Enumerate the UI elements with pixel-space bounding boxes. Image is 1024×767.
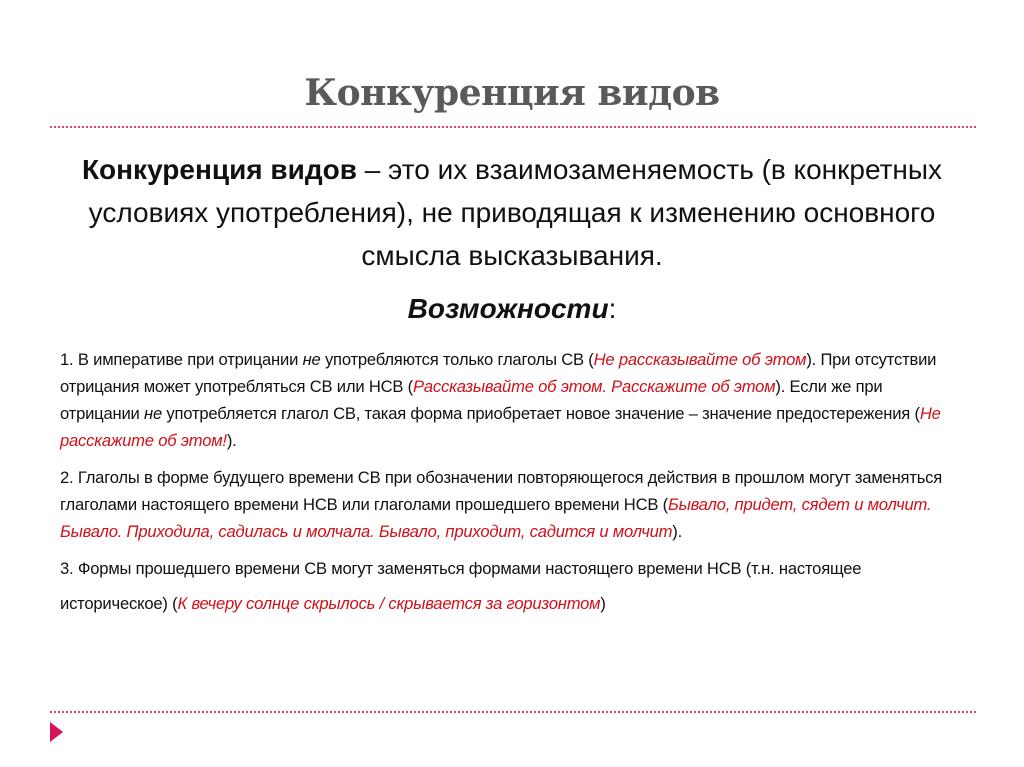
text: ). (226, 431, 237, 450)
list-item (60, 346, 965, 454)
text: ). (672, 522, 683, 541)
example: К вечеру солнце скрылось / скрывается за горизонтом (177, 594, 601, 613)
text: употребляется глагол СВ, такая форма приобретает новое значение – значение предостережения ( (161, 404, 920, 423)
text: ). При отсутствии отрицания может употребляться СВ или НСВ ( (60, 350, 937, 396)
emphasis: не (302, 350, 321, 369)
text: ). Если же при отрицании (60, 377, 883, 423)
slide-title: Конкуренция видов (304, 72, 720, 114)
example: Бывало, придет, сядет и молчит. Бывало. Приходила, садилась и молчала. Бывало, приходит, садится и молчит (60, 495, 932, 541)
text: 2. Глаголы в форме будущего времени СВ при обозначении повторяющегося действия в прошлом могут заменяться глаголами настоящего времени НСВ или глаголами прошедшего времени НСВ ( (60, 468, 943, 514)
definition (60, 148, 964, 277)
possibilities-list (60, 346, 965, 631)
bottom-divider (50, 711, 976, 713)
list-item (60, 464, 965, 545)
triangle-arrow-icon (50, 722, 63, 742)
text: 1. В императиве при отрицании (60, 350, 303, 369)
top-divider (50, 126, 976, 128)
text: 3. Формы прошедшего времени СВ могут заменяться формами настоящего времени НСВ (т.н. настоящее историческое) ( (60, 559, 862, 613)
definition-term: Конкуренция видов (81, 154, 357, 185)
example: Рассказывайте об этом. Расскажите об этом (413, 377, 776, 396)
text: употребляются только глаголы СВ ( (320, 350, 594, 369)
emphasis: не (144, 404, 162, 423)
possibilities-colon: : (608, 293, 617, 324)
example: Не расскажите об этом! (60, 404, 941, 450)
text: ) (600, 594, 606, 613)
possibilities-heading (0, 293, 1024, 325)
possibilities-label: Возможности (407, 293, 609, 324)
example: Не рассказывайте об этом (593, 350, 807, 369)
definition-text: – это их взаимозаменяемость (в конкретных условиях употребления), не приводящая к изменению основного смысла высказывания. (88, 154, 943, 271)
list-item (60, 551, 965, 621)
